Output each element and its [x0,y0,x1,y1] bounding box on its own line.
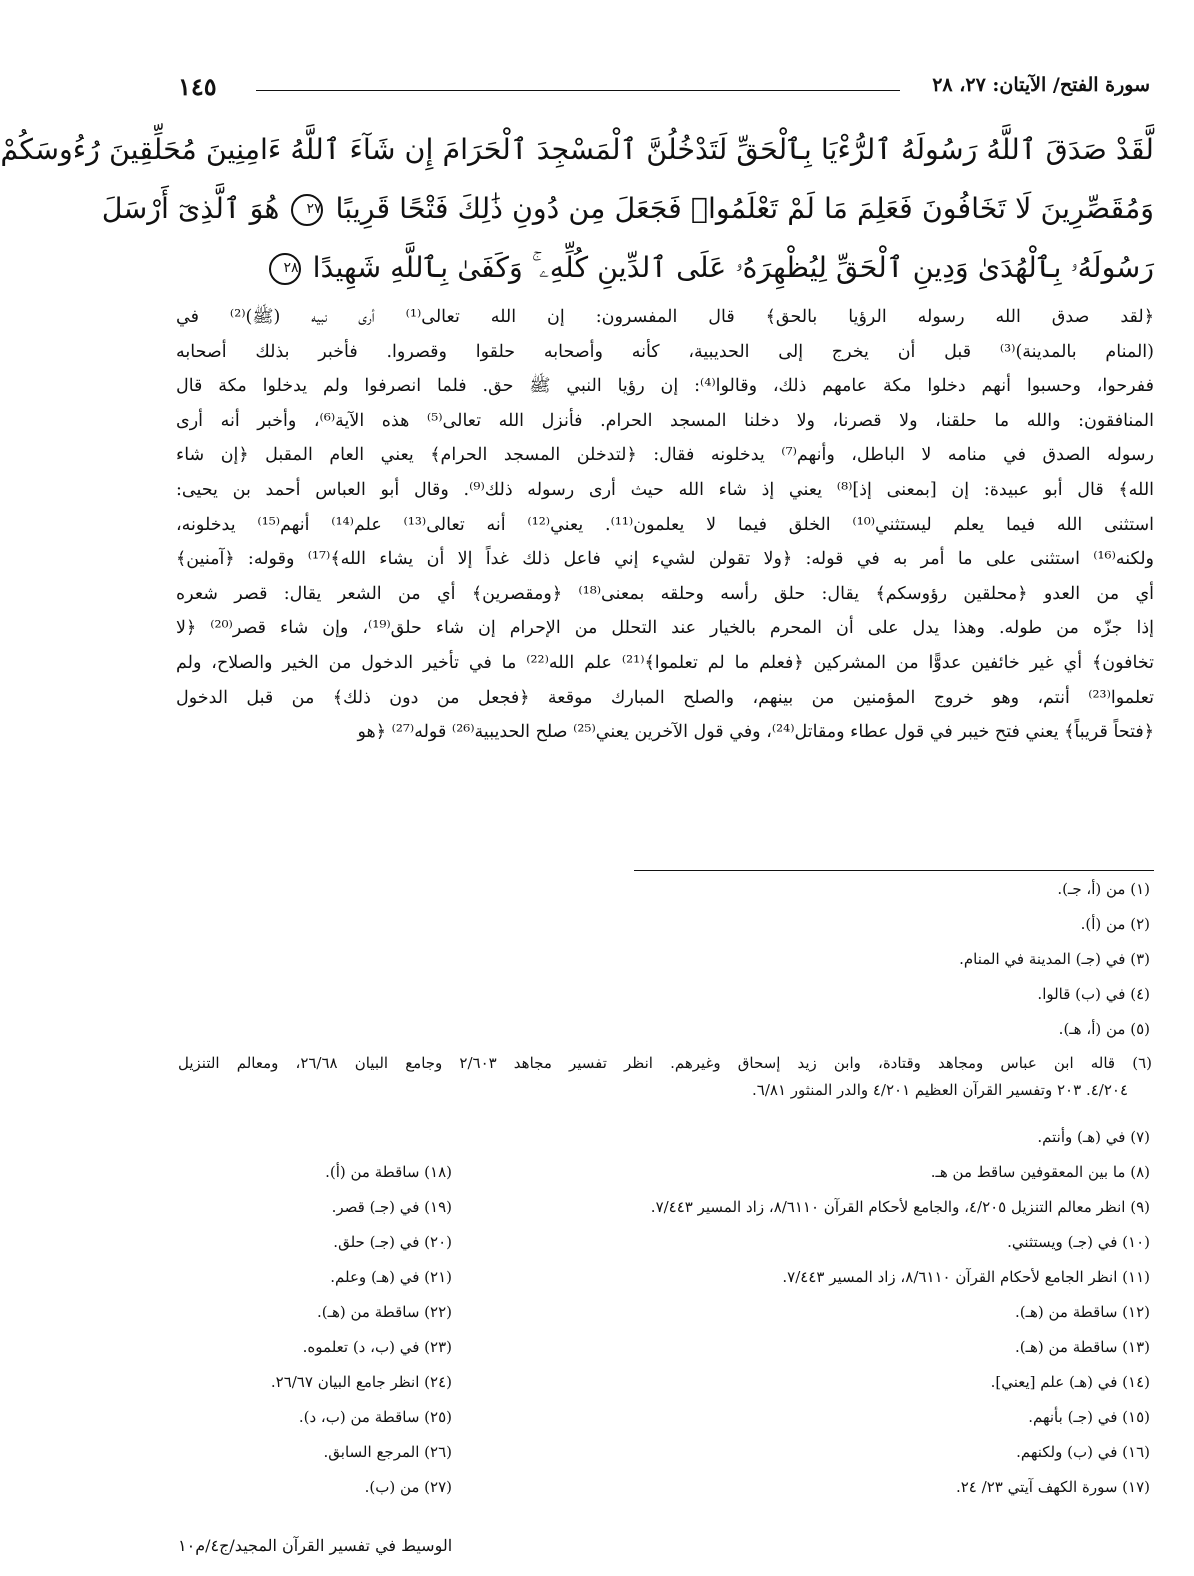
commentary-line: استثنى الله فيما يعلم ليستثني⁽¹⁰⁾ الخلق فيما لا يعلمون⁽¹¹⁾. يعني⁽¹²⁾ أنه تعالى⁽¹³⁾ علم⁽¹⁴⁾ أنهم⁽¹⁵⁾ يدخلونه، [176,514,1154,535]
footnote-6 [178,1050,1152,1104]
footnote: (٥) من (أ، هـ). [1058,1020,1150,1038]
footnote: (١٧) سورة الكهف آيتي ٢٣/ ٢٤. [955,1478,1150,1496]
footnote: (٩) انظر معالم التنزيل ٤/٢٠٥، والجامع لأحكام القرآن ٨/٦١١٠، زاد المسير ٧/٤٤٣. [650,1198,1150,1216]
commentary-line: ﴿فتحاً قريباً﴾ يعني فتح خيبر في قول عطاء ومقاتل⁽²⁴⁾، وفي قول الآخرين يعني⁽²⁵⁾ صلح الحديبية⁽²⁶⁾ قوله⁽²⁷⁾ ﴿هو [357,722,1154,743]
footnote: (١١) انظر الجامع لأحكام القرآن ٨/٦١١٠، زاد المسير ٧/٤٤٣. [782,1268,1150,1286]
page-number: ١٤٥ [178,72,217,101]
quran-line: لَّقَدْ صَدَقَ ٱللَّهُ رَسُولَهُ ٱلرُّءْيَا بِٱلْحَقِّ لَتَدْخُلُنَّ ٱلْمَسْجِدَ ٱلْحَرَامَ إِن شَآءَ ٱللَّهُ ءَامِنِينَ مُحَلِّقِينَ رُءُوسَكُمْ [0,133,1154,166]
footnote: (١٢) ساقطة من (هـ). [1014,1303,1150,1321]
footnote-separator [634,870,1154,871]
commentary-line: ﴿لقد صدق الله رسوله الرؤيا بالحق﴾ قال المفسرون: إن الله تعالى⁽¹⁾ أرى نبيه (ﷺ)⁽²⁾ في [176,307,1154,327]
footnote: (٢) من (أ). [1080,915,1150,933]
footnote: (١٥) في (جـ) بأنهم. [1028,1408,1150,1426]
verse-number-28: ٢٨ [269,253,301,285]
footnote: (٣) في (جـ) المدينة في المنام. [959,950,1150,968]
commentary-line: تخافون﴾ أي غير خائفين عدوًّا من المشركين ﴿فعلم ما لم تعلموا﴾⁽²¹⁾ علم الله⁽²²⁾ ما في تأخير الدخول من الخير والصلاح، ولم [176,652,1154,673]
commentary-line: (المنام بالمدينة)⁽³⁾ قبل أن يخرج إلى الحديبية، كأنه وأصحابه حلقوا وقصروا. فأخبر بذلك أصحابه [176,341,1154,362]
footnote: (٢١) في (هـ) وعلم. [330,1268,452,1286]
footnote: (٢٠) في (جـ) حلق. [333,1233,452,1251]
footnote: (٨) ما بين المعقوفين ساقط من هـ. [930,1163,1150,1181]
commentary-text [176,300,1154,750]
footnote: (٢٣) في (ب، د) تعلموه. [302,1338,452,1356]
commentary-line: أي من العدو ﴿محلقين رؤوسكم﴾ يقال: حلق رأسه وحلقه بمعنى⁽¹⁸⁾ ﴿ومقصرين﴾ أي من الشعر يقال: قصر شعره [176,583,1155,604]
quran-verses [0,120,1154,298]
commentary-line: رسوله الصدق في منامه لا الباطل، وأنهم⁽⁷⁾ يدخلونه فقال: ﴿لتدخلن المسجد الحرام﴾ يعني العام المقبل ﴿إن شاء [176,445,1154,466]
commentary-line: الله﴾ قال أبو عبيدة: إن [بمعنى إذ]⁽⁸⁾ يعني إذ شاء الله حيث أرى رسوله ذلك⁽⁹⁾. وقال أبو العباس أحمد بن يحيى: [176,479,1155,500]
commentary-line: إذا جزّه من طوله. وهذا يدل على أن المحرم بالخيار عند التحلل من الإحرام إن شاء حلق⁽¹⁹⁾، وإن شاء قصر⁽²⁰⁾ ﴿لا [176,618,1154,639]
header-rule [256,90,900,91]
commentary-line: تعلموا⁽²³⁾ أنتم، وهو خروج المؤمنين من بينهم، والصلح المبارك موقعة ﴿فجعل من دون ذلك﴾ من قبل الدخول [176,687,1154,708]
footnote: (١٩) في (جـ) قصر. [331,1198,452,1216]
footnote: (٢٦) المرجع السابق. [323,1443,452,1461]
book-signature: الوسيط في تفسير القرآن المجيد/ج٤/م١٠ [178,1536,453,1555]
footnote: (٢٢) ساقطة من (هـ). [316,1303,452,1321]
quran-line [101,179,1154,238]
commentary-line: ففرحوا، وحسبوا أنهم دخلوا مكة عامهم ذلك، وقالوا⁽⁴⁾: إن رؤيا النبي ﷺ حق. فلما انصرفوا ولم يدخلوا مكة قال [176,376,1155,397]
footnote: (٢٧) من (ب). [364,1478,452,1496]
quran-line-text: رَسُولَهُۥ بِٱلْهُدَىٰ وَدِينِ ٱلْحَقِّ لِيُظْهِرَهُۥ عَلَى ٱلدِّينِ كُلِّهِۦ ۚ وَكَفَىٰ بِٱللَّهِ شَهِيدًا [312,251,1154,284]
footnote: (١٤) في (هـ) علم [يعني]. [990,1373,1150,1391]
footnote: (١٣) ساقطة من (هـ). [1014,1338,1150,1356]
footnote: (١٨) ساقطة من (أ). [325,1163,452,1181]
footnote: (١٠) في (جـ) ويستثني. [1007,1233,1150,1251]
quran-line-text: هُوَ ٱلَّذِىٓ أَرْسَلَ [101,192,280,225]
quran-line-text: وَمُقَصِّرِينَ لَا تَخَافُونَ فَعَلِمَ مَا لَمْ تَعْلَمُوا۟ فَجَعَلَ مِن دُونِ ذَٰلِكَ فَتْحًا قَرِيبًا [335,192,1154,225]
quran-line [176,238,1154,297]
commentary-line: المنافقون: والله ما حلقنا، ولا قصرنا، ولا دخلنا المسجد الحرام. فأنزل الله تعالى⁽⁵⁾ هذه الآية⁽⁶⁾، وأخبر أنه أرى [176,410,1155,431]
footnote-line: ٤/٢٠٤. ٢٠٣ وتفسير القرآن العظيم ٤/٢٠١ والدر المنثور ٦/٨١. [752,1081,1128,1099]
footnote: (١٦) في (ب) ولكنهم. [1016,1443,1150,1461]
surah-title: سورة الفتح/ الآيتان: ٢٧، ٢٨ [932,74,1150,96]
footnote: (٤) في (ب) قالوا. [1037,985,1150,1003]
footnote: (٧) في (هـ) وأنتم. [1037,1128,1150,1146]
verse-number-27: ٢٧ [291,194,323,226]
footnote-line: (٦) قاله ابن عباس ومجاهد وقتادة، وابن زيد إسحاق وغيرهم. انظر تفسير مجاهد ٢/٦٠٣ وجامع البيان ٢٦/٦٨، ومعالم التنزيل [178,1054,1152,1072]
page-header [178,72,1150,106]
footnote: (٢٥) ساقطة من (ب، د). [298,1408,452,1426]
commentary-line: ولكنه⁽¹⁶⁾ استثنى على ما أمر به في قوله: ﴿ولا تقولن لشيء إني فاعل ذلك غداً إلا أن يشاء الله﴾⁽¹⁷⁾ وقوله: ﴿آمنين﴾ [176,549,1154,570]
footnote: (١) من (أ، جـ). [1057,880,1150,898]
footnote: (٢٤) انظر جامع البيان ٢٦/٦٧. [270,1373,452,1391]
